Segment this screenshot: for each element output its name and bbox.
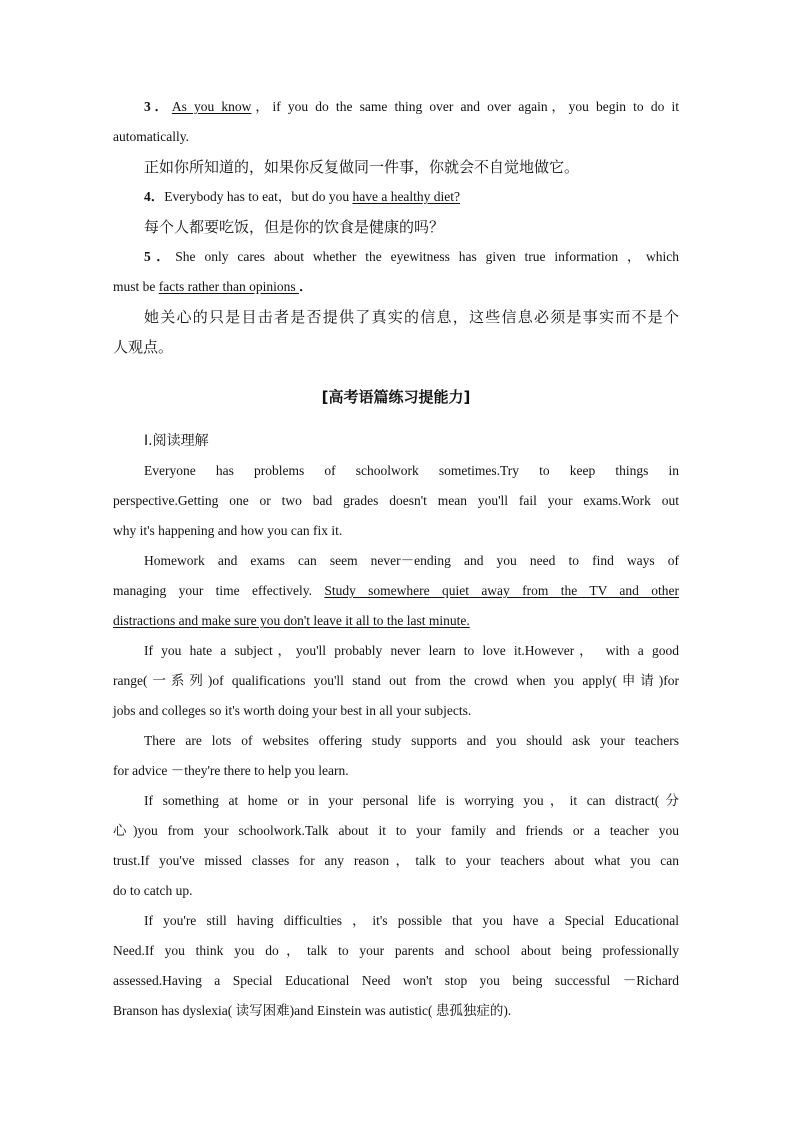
item-number: 4．: [144, 189, 165, 204]
sentence-4: [113, 182, 679, 212]
passage-p3-line: range(一系列)of qualifications you'll stand out from the crowd when you apply(申请)for: [113, 673, 679, 688]
passage-text: managing your time effectively.: [113, 583, 325, 598]
passage-p5-line: If something at home or in your personal life is worrying you，it can distract(分: [144, 793, 679, 808]
translation-5-line-1: 她关心的只是目击者是否提供了真实的信息，这些信息必须是事实而不是个: [144, 308, 679, 326]
passage-p3-line: If you hate a subject，you'll probably never learn to love it.However， with a good: [144, 643, 679, 658]
translation-4: 每个人都要吃饭，但是你的饮食是健康的吗？: [144, 218, 445, 236]
section-title: [高考语篇练习提能力]: [321, 388, 471, 406]
passage-p1-line: Everyone has problems of schoolwork sometimes.Try to keep things in: [144, 463, 679, 478]
translation-3: 正如你所知道的，如果你反复做同一件事，你就会不自觉地做它。: [144, 158, 580, 176]
answer-blank: facts rather than opinions: [158, 279, 299, 294]
item-number: 5．: [144, 249, 176, 264]
passage-p1-line: perspective.Getting one or two bad grades doesn't mean you'll fail your exams.Work out: [113, 493, 679, 508]
passage-p6-line: Branson has dyslexia( 读写困难)and Einstein was autistic( 患孤独症的).: [113, 1003, 512, 1018]
sentence-text: She only cares about whether the eyewitness has given true information ，which: [175, 249, 680, 264]
part-label: Ⅰ.阅读理解: [144, 433, 209, 449]
sentence-text: ，if you do the same thing over and over again，you begin to do it: [251, 99, 680, 114]
passage-p6-line: If you're still having difficulties ，it's possible that you have a Special Educational: [144, 913, 679, 928]
passage-p6-line: assessed.Having a Special Educational Need won't stop you being successful －Richard: [113, 973, 679, 988]
sentence-3-line-2: automatically.: [113, 129, 189, 144]
sentence-5-line-2: [113, 272, 679, 302]
sentence-5-line-1: [113, 242, 679, 272]
passage-p3-line: jobs and colleges so it's worth doing your best in all your subjects.: [113, 703, 472, 718]
item-number: 3．: [144, 99, 172, 114]
passage-p5-line: 心)you from your schoolwork.Talk about it to your family and friends or a teacher you: [113, 823, 679, 838]
passage-p2-line: [113, 576, 679, 606]
passage-p5-line: do to catch up.: [113, 883, 193, 898]
sentence-text: Everybody has to eat，but do you: [164, 189, 353, 204]
passage-p6-line: Need.If you think you do，talk to your parents and school about being professionally: [113, 943, 679, 958]
answer-blank: have a healthy diet?: [352, 189, 461, 204]
passage-p4-line: for advice －they're there to help you learn.: [113, 763, 349, 778]
sentence-text: must be: [113, 279, 159, 294]
passage-p2-line: Homework and exams can seem never－ending and you need to find ways of: [144, 553, 679, 568]
document-page: [113, 92, 679, 1026]
passage-p5-line: trust.If you've missed classes for any reason，talk to your teachers about what you can: [113, 853, 679, 868]
answer-blank: As you know: [171, 99, 252, 114]
underlined-sentence: distractions and make sure you don't leave it all to the last minute.: [113, 613, 470, 628]
translation-5-line-2: 人观点。: [113, 338, 174, 356]
passage-p4-line: There are lots of websites offering study supports and you should ask your teachers: [144, 733, 679, 748]
sentence-end: ．: [298, 279, 313, 294]
passage-p2-line: [113, 606, 679, 636]
underlined-sentence: Study somewhere quiet away from the TV and other: [324, 583, 679, 598]
passage-p1-line: why it's happening and how you can fix it.: [113, 523, 343, 538]
sentence-3-line-1: [113, 92, 679, 122]
